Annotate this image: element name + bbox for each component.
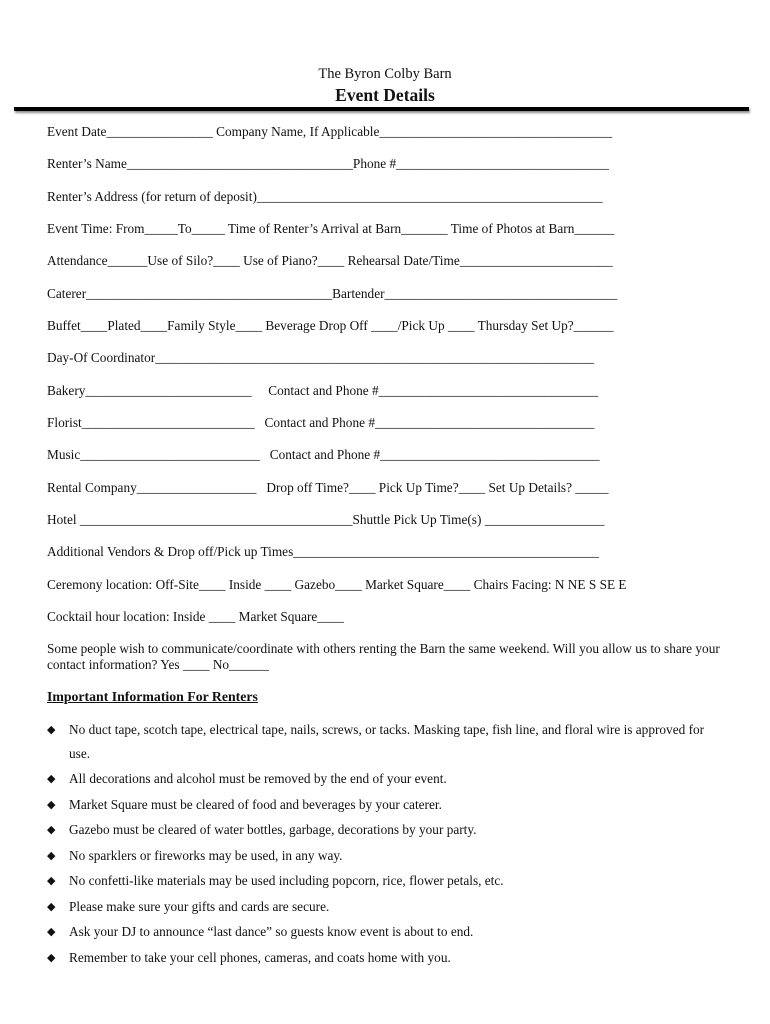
- cocktail-location-line: Cocktail hour location: Inside ____ Market Square____: [47, 609, 344, 624]
- important-info-text: No sparklers or fireworks may be used, in any way.: [69, 848, 343, 863]
- service-style-line: Buffet____Plated____Family Style____ Beverage Drop Off ____/Pick Up ____ Thursday Set Up?______: [47, 318, 614, 333]
- document-header: [0, 64, 770, 106]
- venue-name: The Byron Colby Barn: [318, 66, 452, 82]
- page-title: Event Details: [335, 85, 435, 105]
- important-info-heading: Important Information For Renters: [47, 689, 258, 704]
- diamond-bullet-icon: ◆: [47, 724, 56, 736]
- ceremony-location-line: Ceremony location: Off-Site____ Inside ____ Gazebo____ Market Square____ Chairs Facing: N NE S SE E: [47, 577, 627, 592]
- contact-share-question: Some people wish to communicate/coordinate with others renting the Barn the same weekend. Will you allow us to share your contact information? Yes ____ No______: [47, 641, 720, 672]
- event-time-line: Event Time: From_____To_____ Time of Renter’s Arrival at Barn_______ Time of Photos at Barn______: [47, 221, 615, 236]
- event-date-line: Event Date________________ Company Name, If Applicable___________________________________: [47, 124, 613, 139]
- diamond-bullet-icon: ◆: [47, 824, 56, 836]
- important-info-text: No confetti-like materials may be used including popcorn, rice, flower petals, etc.: [69, 873, 504, 888]
- florist-line: Florist__________________________ Contact and Phone #_________________________________: [47, 415, 595, 430]
- important-info-text: All decorations and alcohol must be removed by the end of your event.: [69, 771, 447, 786]
- rental-company-line: Rental Company__________________ Drop off Time?____ Pick Up Time?____ Set Up Details? _____: [47, 480, 609, 495]
- diamond-bullet-icon: ◆: [47, 850, 56, 862]
- music-line: Music___________________________ Contact and Phone #_________________________________: [47, 447, 600, 462]
- important-info-text: Ask your DJ to announce “last dance” so guests know event is about to end.: [69, 924, 474, 939]
- hotel-line: Hotel _________________________________________Shuttle Pick Up Time(s) __________________: [47, 512, 605, 527]
- renter-address-line: Renter’s Address (for return of deposit)____________________________________________________: [47, 189, 603, 204]
- important-info-text: Gazebo must be cleared of water bottles, garbage, decorations by your party.: [69, 822, 477, 837]
- diamond-bullet-icon: ◆: [47, 773, 56, 785]
- diamond-bullet-icon: ◆: [47, 926, 56, 938]
- important-info-text: Market Square must be cleared of food and beverages by your caterer.: [69, 797, 442, 812]
- additional-vendors-line: Additional Vendors & Drop off/Pick up Times______________________________________________: [47, 544, 600, 559]
- important-info-text: No duct tape, scotch tape, electrical tape, nails, screws, or tacks. Masking tape, fish line, and floral wire is approved for use.: [69, 722, 705, 761]
- header-divider: [14, 107, 749, 111]
- bakery-line: Bakery_________________________ Contact and Phone #_________________________________: [47, 383, 599, 398]
- attendance-line: Attendance______Use of Silo?____ Use of Piano?____ Rehearsal Date/Time_______________________: [47, 253, 613, 268]
- important-info-text: Remember to take your cell phones, cameras, and coats home with you.: [69, 950, 451, 965]
- caterer-line: Caterer_____________________________________Bartender___________________________________: [47, 286, 618, 301]
- renter-name-line: Renter’s Name__________________________________Phone #________________________________: [47, 156, 609, 171]
- diamond-bullet-icon: ◆: [47, 952, 56, 964]
- diamond-bullet-icon: ◆: [47, 875, 56, 887]
- diamond-bullet-icon: ◆: [47, 901, 56, 913]
- important-info-text: Please make sure your gifts and cards are secure.: [69, 899, 330, 914]
- diamond-bullet-icon: ◆: [47, 799, 56, 811]
- coordinator-line: Day-Of Coordinator__________________________________________________________________: [47, 350, 594, 365]
